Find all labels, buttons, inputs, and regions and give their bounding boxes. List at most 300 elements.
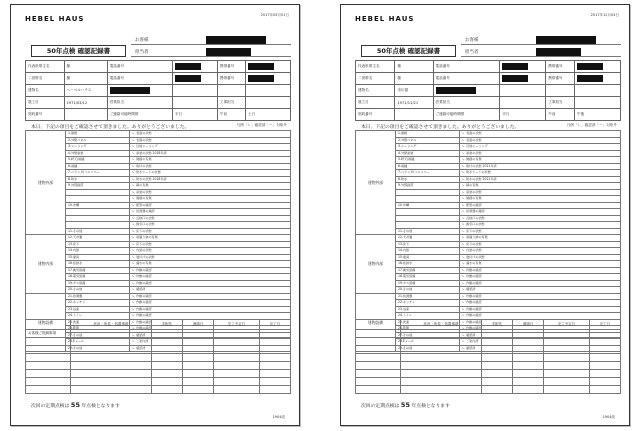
next-inspection-note: [361, 401, 450, 409]
check-item: 17.換気設備: [396, 267, 460, 274]
form-code: 1904改: [272, 415, 285, 419]
info-cell: 建物名: [26, 85, 65, 97]
findings-cell: [71, 386, 152, 394]
info-cell: 電話番号: [433, 73, 500, 85]
redaction-bar: [577, 63, 603, 70]
next-inspection-note: [31, 401, 120, 409]
info-cell: 代表世帯主名: [26, 61, 65, 73]
check-result: レ 取付の状態: [130, 163, 291, 170]
check-item: 14.内装: [396, 248, 460, 255]
check-item: 2.外壁パネル: [396, 137, 460, 144]
customer-row: [461, 35, 621, 45]
check-result: レ 換気口の状態: [460, 222, 621, 229]
info-cell: 建物名: [356, 85, 395, 97]
findings-header: [356, 320, 401, 330]
findings-cell: [513, 346, 544, 354]
info-cell: 二世帯名: [26, 73, 65, 85]
check-item: 19.ガス設備: [66, 280, 130, 287]
check-item: 9.外部鉄部: [396, 183, 460, 190]
findings-header: 手配先: [151, 320, 182, 330]
findings-cell: [183, 354, 214, 362]
info-cell: [574, 61, 620, 73]
info-cell: 午後: [574, 109, 620, 121]
check-result: レ 作動の確認: [460, 306, 621, 313]
findings-cell: [214, 354, 259, 362]
info-cell: ご連絡可能時間帯: [107, 109, 172, 121]
next-visit-prefix: 次回の定期点検は: [361, 404, 400, 409]
category-label: 建物内部: [356, 235, 396, 294]
check-result: レ 内装の状態: [130, 248, 291, 255]
category-label: 建物外部: [26, 131, 66, 235]
check-item: 10.外構: [396, 202, 460, 209]
check-result: レ ご案内済: [130, 339, 291, 346]
findings-cell: [589, 378, 620, 386]
info-cell: [500, 85, 546, 97]
check-result: レ 作動の確認: [130, 306, 291, 313]
check-result: レ 給湯器の確認: [460, 209, 621, 216]
next-visit-prefix: 次回の定期点検は: [31, 404, 70, 409]
findings-cell: [71, 378, 152, 386]
document-date: 2017年12月04日: [590, 13, 619, 17]
check-item: 14.内装: [66, 248, 130, 255]
findings-cell: [401, 354, 482, 362]
table-row: [356, 346, 621, 354]
table-row: [26, 346, 291, 354]
findings-cell: [544, 378, 589, 386]
check-item: 29.その他: [66, 345, 130, 352]
info-cell: 工事担当: [546, 97, 575, 109]
info-cell: 電話番号: [433, 61, 500, 73]
findings-cell: [71, 338, 152, 346]
findings-header: 完了日: [589, 320, 620, 330]
findings-header: 完了日: [259, 320, 290, 330]
info-cell: 電話番号: [107, 73, 172, 85]
check-result: レ 床下の状態: [460, 241, 621, 248]
check-item: 20.その他: [66, 287, 130, 294]
info-cell: 竣工日: [356, 97, 395, 109]
check-item: 6.雨樋: [66, 163, 130, 170]
check-item: 27.その他: [396, 332, 460, 339]
check-result: レ 内装の状態: [460, 248, 621, 255]
info-cell: [107, 85, 172, 97]
info-cell: [246, 61, 291, 73]
check-result: レ 作動の確認: [460, 326, 621, 333]
info-cell: 携帯番号: [546, 61, 575, 73]
table-row: [356, 85, 621, 97]
findings-cell: [26, 338, 71, 346]
info-cell: 工事担当: [217, 97, 245, 109]
findings-cell: [481, 346, 512, 354]
check-result: レ 確認済: [460, 332, 621, 339]
findings-cell: [544, 362, 589, 370]
info-cell: [172, 73, 217, 85]
info-cell: [500, 61, 546, 73]
info-cell: 営業担当: [433, 97, 500, 109]
findings-cell: [26, 354, 71, 362]
info-cell: [395, 109, 433, 121]
findings-cell: [401, 362, 482, 370]
check-item: 28.Eメール: [396, 339, 460, 346]
findings-cell: [71, 330, 152, 338]
check-result: レ 配管の確認: [130, 202, 291, 209]
info-cell: 契約番号: [356, 109, 395, 121]
next-visit-suffix: 年点検となります: [411, 404, 450, 409]
table-row: [26, 362, 291, 370]
check-item: 21.給湯器: [396, 293, 460, 300]
info-cell: 携帯番号: [217, 61, 245, 73]
findings-cell: [513, 378, 544, 386]
check-result: レ 確認済: [130, 287, 291, 294]
findings-cell: [481, 338, 512, 346]
check-item: 22.キッチン: [396, 300, 460, 307]
findings-cell: [544, 354, 589, 362]
table-row: [356, 61, 621, 73]
redaction-bar: [175, 63, 201, 70]
table-row: [356, 338, 621, 346]
table-row: [356, 109, 621, 121]
check-result: レ 点検口の状態: [130, 215, 291, 222]
findings-cell: [356, 354, 401, 362]
check-result: レ 塗装の状態: [130, 189, 291, 196]
info-cell: [546, 85, 575, 97]
info-cell: 様: [64, 73, 107, 85]
info-cell: [574, 73, 620, 85]
info-cell: [217, 85, 245, 97]
findings-cell: [513, 338, 544, 346]
info-cell: [246, 85, 291, 97]
check-item: 17.換気設備: [66, 267, 130, 274]
table-row: [356, 330, 621, 338]
info-cell: へーベルハウス: [64, 85, 107, 97]
info-cell: [172, 85, 217, 97]
findings-header: 連絡日: [513, 320, 544, 330]
staff-row: [461, 47, 621, 57]
redaction-bar: [577, 75, 603, 82]
check-item: 22.キッチン: [66, 300, 130, 307]
check-result: レ 錆の有無: [460, 183, 621, 190]
info-cell: [172, 61, 217, 73]
findings-cell: [481, 386, 512, 394]
info-cell: [246, 73, 291, 85]
findings-cell: [401, 370, 482, 378]
check-item: 21.給湯器: [66, 293, 130, 300]
check-item: 9.外部鉄部: [66, 183, 130, 190]
form-code: 1904改: [602, 415, 615, 419]
findings-cell: [214, 338, 259, 346]
category-label: 建物内部: [26, 235, 66, 294]
findings-header: 完了予定日: [214, 320, 259, 330]
check-item: 11.その他: [396, 228, 460, 235]
table-row: [356, 362, 621, 370]
check-result: レ 作動の確認: [460, 300, 621, 307]
check-item: 15.建具: [396, 254, 460, 261]
info-cell: 1971/03/12: [64, 97, 107, 109]
check-item: 3.シーリング: [66, 144, 130, 151]
findings-cell: [513, 330, 544, 338]
check-result: レ 作動の確認: [460, 267, 621, 274]
check-result: レ ご案内済: [460, 339, 621, 346]
staff-row: [131, 47, 291, 57]
check-item: 19.ガス設備: [396, 280, 460, 287]
check-result: レ 作動の確認: [460, 293, 621, 300]
findings-cell: [26, 386, 71, 394]
info-cell: [500, 73, 546, 85]
check-item: 24.トイレ: [66, 313, 130, 320]
check-result: レ 作動の確認: [130, 319, 291, 326]
info-cell: 営業担当: [107, 97, 172, 109]
check-result: レ 破損の有無: [130, 157, 291, 164]
customer-info-table: [25, 60, 291, 121]
check-result: レ 換気口の状態: [130, 222, 291, 229]
findings-cell: [183, 338, 214, 346]
findings-cell: [544, 330, 589, 338]
findings-cell: [71, 354, 152, 362]
table-row: [26, 338, 291, 346]
table-row: [26, 370, 291, 378]
brand-logo: HEBEL HAUS: [25, 15, 85, 23]
check-result: レ 漏水の有無: [460, 261, 621, 268]
check-item: 16.給排水: [66, 261, 130, 268]
check-result: レ 破損の有無: [130, 196, 291, 203]
notice-text: 本日、下記の項目をご確認させて頂きました。ありがとうございました。: [361, 125, 520, 130]
check-result: レ 確認済: [130, 345, 291, 352]
findings-cell: [214, 346, 259, 354]
check-result: レ 作動の確認: [460, 280, 621, 287]
customer-info-table: [355, 60, 621, 121]
findings-cell: [151, 354, 182, 362]
check-item: 8.防水: [396, 176, 460, 183]
info-cell: 平日: [172, 109, 217, 121]
findings-cell: [589, 362, 620, 370]
check-item: 8.防水: [66, 176, 130, 183]
table-row: [356, 73, 621, 85]
findings-cell: [259, 370, 290, 378]
check-result: レ 作動の確認: [460, 319, 621, 326]
document-title: 50年点検 確認記録書: [31, 45, 126, 57]
check-item: 18.電気設備: [396, 274, 460, 281]
findings-cell: [259, 362, 290, 370]
info-cell: 二世帯名: [356, 73, 395, 85]
table-row: [26, 61, 291, 73]
redaction-bar: [175, 75, 201, 82]
check-result: レ 破損の有無: [460, 157, 621, 164]
info-cell: [500, 97, 546, 109]
check-result: レ 塗装の状態 2018年済: [130, 150, 291, 157]
check-result: レ 確認済: [460, 287, 621, 294]
table-row: [26, 354, 291, 362]
findings-cell: [356, 346, 401, 354]
info-cell: 様: [64, 61, 107, 73]
check-result: レ 床下の状態: [460, 228, 621, 235]
findings-table: [25, 319, 291, 394]
info-cell: [574, 85, 620, 97]
findings-cell: [481, 354, 512, 362]
notice-legend: 凡例「レ」確認済「ー」対象外: [566, 123, 617, 127]
redaction-bar: [536, 36, 596, 44]
findings-cell: [151, 330, 182, 338]
findings-cell: [544, 346, 589, 354]
info-cell: 竣工日: [26, 97, 65, 109]
next-visit-year: 55: [400, 401, 410, 409]
check-item: 12.天井裏: [396, 235, 460, 242]
check-result: レ 作動の確認: [460, 274, 621, 281]
findings-cell: [151, 386, 182, 394]
inspection-sheet-right: [340, 4, 630, 426]
check-result: レ 床下の状態: [130, 228, 291, 235]
table-row: [356, 370, 621, 378]
check-result: レ 防水の状態 2021年済: [460, 176, 621, 183]
info-cell: [246, 97, 291, 109]
findings-cell: [151, 370, 182, 378]
check-item: 23.浴室: [396, 306, 460, 313]
table-row: [26, 378, 291, 386]
findings-cell: [151, 346, 182, 354]
info-cell: 市川邸: [395, 85, 433, 97]
findings-header: 手配先: [481, 320, 512, 330]
next-visit-year: 55: [70, 401, 80, 409]
redaction-bar: [206, 48, 251, 56]
check-result: レ 作動の確認: [130, 313, 291, 320]
check-result: レ 目地シーリング: [460, 144, 621, 151]
check-result: レ 確認済: [130, 332, 291, 339]
info-cell: [64, 109, 107, 121]
check-item: 1.屋根: [396, 131, 460, 138]
findings-cell: [481, 362, 512, 370]
findings-cell: [356, 370, 401, 378]
redaction-bar: [502, 75, 528, 82]
table-row: [26, 330, 291, 338]
check-result: レ 作動の確認: [460, 313, 621, 320]
check-result: レ 防水の状態 2018年済: [130, 176, 291, 183]
check-item: 7.ベランダ/バルコニー: [396, 170, 460, 177]
check-item: 4.外壁塗装: [66, 150, 130, 157]
findings-cell: [26, 370, 71, 378]
check-item: 12.天井裏: [66, 235, 130, 242]
findings-cell: [183, 346, 214, 354]
table-row: [356, 97, 621, 109]
info-cell: 代表世帯主名: [356, 61, 395, 73]
notice-legend: 凡例「レ」確認済「ー」対象外: [236, 123, 287, 127]
findings-cell: [589, 330, 620, 338]
redaction-bar: [536, 48, 581, 56]
check-item: 10.外構: [66, 202, 130, 209]
check-result: レ 作動の確認: [130, 300, 291, 307]
findings-cell: [544, 338, 589, 346]
findings-cell: [183, 330, 214, 338]
info-cell: [574, 97, 620, 109]
check-item: 27.その他: [66, 332, 130, 339]
customer-label: お客様: [135, 38, 149, 43]
info-cell: 様: [395, 73, 433, 85]
findings-header: 完了予定日: [544, 320, 589, 330]
check-item: 11.その他: [66, 228, 130, 235]
findings-cell: [71, 362, 152, 370]
findings-cell: [26, 362, 71, 370]
table-row: [26, 85, 291, 97]
findings-cell: [151, 362, 182, 370]
findings-header: 状況・所見・処置事項: [401, 320, 482, 330]
findings-cell: [589, 386, 620, 394]
inspection-sheet-left: [10, 4, 300, 426]
info-cell: 様: [395, 61, 433, 73]
findings-cell: [544, 370, 589, 378]
check-result: レ 配管の確認: [460, 202, 621, 209]
check-item: 13.床下: [66, 241, 130, 248]
findings-cell: [214, 370, 259, 378]
findings-cell: [401, 338, 482, 346]
findings-cell: [356, 362, 401, 370]
document-title: 50年点検 確認記録書: [361, 45, 456, 57]
check-item: 18.電気設備: [66, 274, 130, 281]
info-cell: 土日: [246, 109, 291, 121]
check-result: レ 表面の状態: [460, 131, 621, 138]
findings-cell: [513, 370, 544, 378]
findings-cell: [214, 378, 259, 386]
check-result: レ 確認済: [460, 345, 621, 352]
findings-cell: [356, 378, 401, 386]
category-label: 建物設備: [26, 293, 66, 352]
info-cell: 携帯番号: [217, 73, 245, 85]
check-result: レ 建付けの状態: [130, 254, 291, 261]
findings-cell: [401, 346, 482, 354]
redaction-bar: [502, 63, 528, 70]
findings-cell: [71, 346, 152, 354]
findings-cell: [183, 370, 214, 378]
info-cell: 契約番号: [26, 109, 65, 121]
redaction-bar: [248, 75, 274, 82]
check-result: レ 防水シートの状態: [460, 170, 621, 177]
next-visit-suffix: 年点検となります: [81, 404, 120, 409]
info-cell: [433, 85, 500, 97]
check-item: 6.雨樋: [396, 163, 460, 170]
check-item: 5.軒天/雨樋: [396, 157, 460, 164]
customer-label: お客様: [465, 38, 479, 43]
findings-cell: [259, 386, 290, 394]
check-result: レ 作動の確認: [130, 274, 291, 281]
check-item: 29.その他: [396, 345, 460, 352]
category-label: 建物外部: [356, 131, 396, 235]
findings-cell: [356, 330, 401, 338]
check-item: 2.外壁パネル: [66, 137, 130, 144]
findings-cell: [151, 378, 182, 386]
findings-cell: [259, 354, 290, 362]
findings-cell: [259, 330, 290, 338]
check-item: 15.建具: [66, 254, 130, 261]
check-result: レ 防水シートの状態: [130, 170, 291, 177]
findings-cell: [183, 362, 214, 370]
findings-cell: [259, 378, 290, 386]
redaction-bar: [206, 36, 266, 44]
findings-cell: [214, 386, 259, 394]
findings-cell: [589, 346, 620, 354]
info-cell: 午前: [217, 109, 245, 121]
findings-cell: [401, 386, 482, 394]
findings-cell: [589, 370, 620, 378]
info-cell: ご連絡可能時間帯: [433, 109, 500, 121]
info-cell: 携帯番号: [546, 73, 575, 85]
check-item: 25.洗面: [396, 319, 460, 326]
check-item: 26.照明: [66, 326, 130, 333]
findings-cell: [356, 338, 401, 346]
redaction-bar: [110, 87, 150, 94]
findings-cell: [481, 378, 512, 386]
check-result: レ 点検口の状態: [460, 215, 621, 222]
check-item: 28.Eメール: [66, 339, 130, 346]
table-row: [26, 320, 291, 330]
findings-cell: [259, 346, 290, 354]
check-result: レ 取付の状態 2021年済: [460, 163, 621, 170]
findings-cell: [481, 330, 512, 338]
